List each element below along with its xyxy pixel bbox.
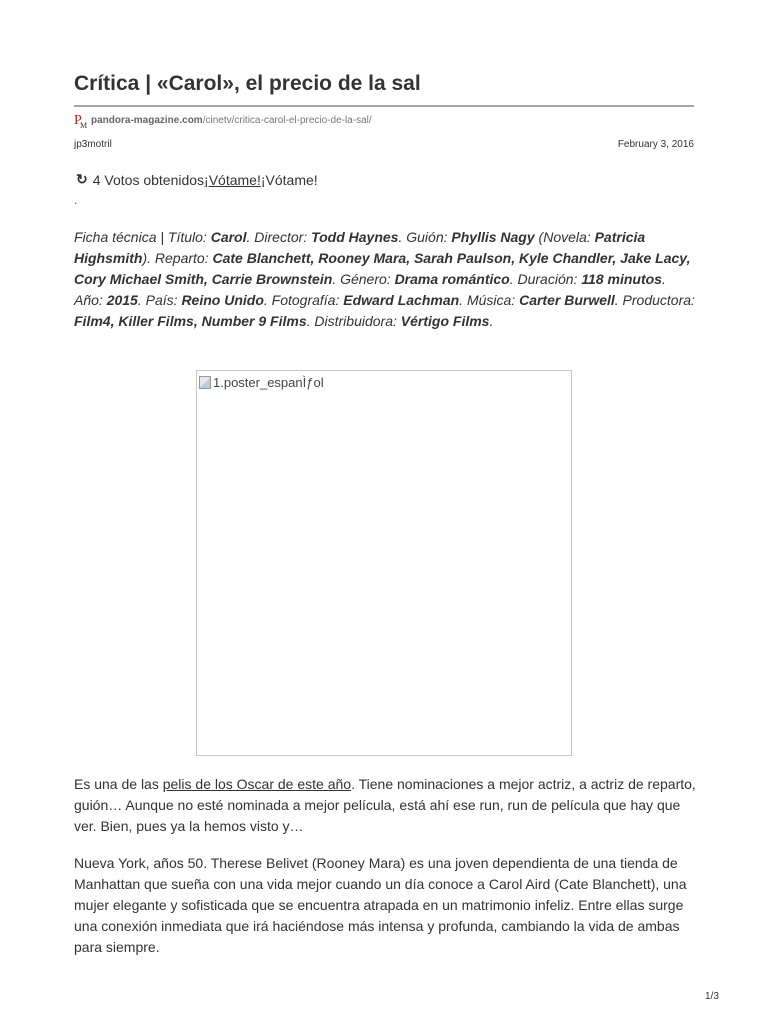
paragraph-intro-start: Es una de las xyxy=(74,776,163,792)
ficha-value: Carol xyxy=(210,229,247,245)
author: jp3motril xyxy=(74,139,112,150)
article-title: Crítica | «Carol», el precio de la sal xyxy=(74,72,421,95)
ficha-label: . Productora: xyxy=(614,292,695,308)
paragraph-intro xyxy=(74,774,696,837)
ficha-value: Vértigo Films xyxy=(400,313,490,329)
ficha-value: Film4, Killer Films, Number 9 Films xyxy=(74,313,307,329)
poster-image-placeholder xyxy=(196,370,572,756)
ficha-value: 2015 xyxy=(106,292,138,308)
ficha-value: Carter Burwell xyxy=(519,292,615,308)
source-path: /cinetv/critica-carol-el-precio-de-la-sal/ xyxy=(202,114,372,126)
votes-count: 4 Votos obtenidos xyxy=(92,171,205,188)
broken-image-icon xyxy=(199,376,211,389)
poster-alt xyxy=(199,375,324,390)
ficha-label: . Director: xyxy=(246,229,312,245)
ficha-label: . Distribuidora: xyxy=(306,313,401,329)
ficha-label: . Guión: xyxy=(398,229,452,245)
vote-link[interactable]: ¡Vótame! xyxy=(204,171,261,188)
paragraph-synopsis: Nueva York, años 50. Therese Belivet (Rooney Mara) es una joven dependienta de una tienda de Manhattan que sueña con una vida mejor cuando un día conoce a Carol Aird (Cate Blanchett), una mujer elegante y sofisticada que se encuentra atrapada en un matrimonio infeliz. Entre ellas surge una conexión inmediata que irá haciéndose más intensa y profunda, cambiando la vida de ambas para siempre. xyxy=(74,855,687,955)
ficha-value: 118 minutos xyxy=(581,271,662,287)
ficha-label: Ficha técnica | Título: xyxy=(74,229,211,245)
ficha-label: . Fotografía: xyxy=(263,292,344,308)
paragraph-intro-end: . Tiene nominaciones a mejor actriz, a actriz de reparto, guión… Aunque no esté nominada a mejor película, está ahí ese run, run de película que hay que ver. Bien, pues ya la hemos visto y… xyxy=(74,776,696,834)
ficha-label: . Año: xyxy=(74,271,666,308)
svg-text:M: M xyxy=(80,121,88,128)
vote-text: ¡Vótame! xyxy=(260,171,318,188)
title-divider xyxy=(74,105,694,107)
svg-text:P: P xyxy=(74,113,82,128)
ficha-value: Reino Unido xyxy=(181,292,264,308)
ficha-label: . Música: xyxy=(459,292,520,308)
separator-dot: . xyxy=(74,193,78,207)
ficha-label: . País: xyxy=(137,292,182,308)
refresh-icon[interactable]: ↻ xyxy=(76,171,88,187)
technical-sheet xyxy=(74,227,696,332)
poster-alt-text: 1.poster_espanÌƒol xyxy=(213,375,324,390)
ficha-label: ). Reparto: xyxy=(142,250,213,266)
ficha-value: Todd Haynes xyxy=(311,229,399,245)
ficha-label: (Novela: xyxy=(534,229,595,245)
ficha-value: Phyllis Nagy xyxy=(451,229,535,245)
ficha-label: . Duración: xyxy=(509,271,582,287)
ficha-value: Patricia Highsmith xyxy=(74,229,646,266)
pandora-logo-icon xyxy=(74,112,88,128)
publish-date: February 3, 2016 xyxy=(617,139,694,150)
ficha-value: Drama romántico xyxy=(394,271,510,287)
oscar-link[interactable]: pelis de los Oscar de este año xyxy=(162,776,352,792)
source-domain: pandora-magazine.com xyxy=(91,114,203,126)
page-number: 1/3 xyxy=(705,991,719,1002)
ficha-label: . xyxy=(489,313,494,329)
votes-widget xyxy=(76,171,318,188)
source-url[interactable] xyxy=(74,112,372,128)
article-meta xyxy=(74,139,694,150)
ficha-label: . Género: xyxy=(332,271,395,287)
ficha-value: Edward Lachman xyxy=(343,292,460,308)
ficha-value: Cate Blanchett, Rooney Mara, Sarah Paulson, Kyle Chandler, Jake Lacy, Cory Michael Smith, Carrie Brownstein xyxy=(74,250,691,287)
